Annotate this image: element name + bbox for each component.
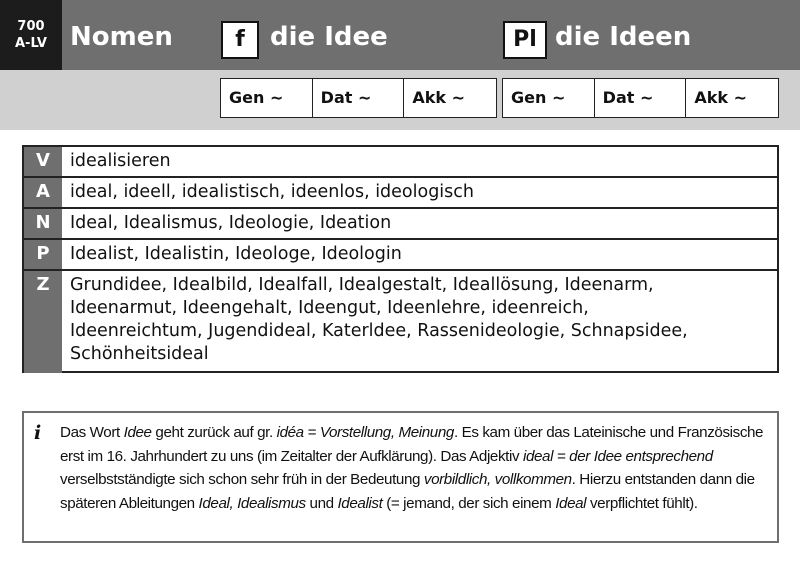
word-family-row-noun: [24, 209, 777, 240]
word-family-table: [22, 145, 779, 373]
case-genitive-plural: Gen ~: [503, 79, 595, 117]
note-text: . Es kam über das Lateinische und Französische erst im 16. Jahrhundert zu uns (im Zeitalter der Aufklärung). Das Adjektiv: [60, 424, 764, 465]
emphasized-term: vorbildlich, vollkommen: [423, 471, 572, 488]
note-text: geht zurück auf gr.: [151, 424, 277, 441]
case-dative: Dat ~: [313, 79, 405, 117]
note-text: Das Wort: [60, 424, 124, 441]
emphasized-term: Ideal, Idealismus: [198, 494, 306, 512]
info-icon: i: [34, 422, 42, 444]
row-words: idealisieren: [70, 151, 171, 171]
row-words: Idealist, Idealistin, Ideologe, Ideologin: [70, 244, 402, 264]
row-words: Ideal, Idealismus, Ideologie, Ideation: [70, 213, 392, 233]
word-family-row-adjective: [24, 178, 777, 209]
note-text: und: [305, 494, 338, 512]
plural-form: die Ideen: [555, 22, 692, 52]
singular-form: die Idee: [270, 22, 388, 52]
emphasized-term: idéa = Vorstellung, Meinung: [276, 424, 454, 441]
case-accusative: Akk ~: [412, 88, 465, 107]
word-family-row-person: [24, 240, 777, 271]
case-table-plural: [502, 78, 779, 118]
entry-number: 700: [17, 19, 45, 34]
case-genitive: Gen ~: [221, 79, 313, 117]
word-family-row-verb: [24, 147, 777, 178]
case-table-singular: [220, 78, 497, 118]
etymology-text: [60, 421, 772, 515]
plural-marker: Pl: [503, 21, 547, 59]
entry-level: A-LV: [14, 36, 47, 51]
row-letter: V: [24, 147, 62, 176]
row-words: ideal, ideell, idealistisch, ideenlos, ideologisch: [70, 182, 475, 202]
emphasized-term: ideal = der Idee entsprechend: [522, 447, 713, 465]
row-letter: Z: [24, 271, 62, 373]
gender-marker: f: [221, 21, 259, 59]
emphasized-term: Ideal: [555, 494, 587, 512]
row-letter: N: [24, 209, 62, 238]
emphasized-term: Idee: [123, 424, 152, 441]
note-text: verselbstständigte sich schon sehr früh in der Bedeutung: [60, 471, 424, 488]
case-dative-plural: Dat ~: [595, 79, 687, 117]
etymology-note: [22, 411, 779, 543]
row-letter: A: [24, 178, 62, 207]
word-category: Nomen: [70, 22, 173, 52]
word-family-row-compound: [24, 271, 777, 373]
case-accusative-plural: Akk ~: [694, 88, 747, 107]
note-text: (= jemand, der sich einem: [382, 494, 556, 512]
row-words: Grundidee, Idealbild, Idealfall, Idealgestalt, Ideallösung, Ideenarm, Ideenarmut, Ideengehalt, Ideengut, Ideenlehre, ideenreich, Ideenreichtum, Jugendideal, Katerldee, Rassenideologie, Schnapsidee, Schönheitsideal: [70, 275, 688, 364]
note-text: . Hierzu entstanden dann die späteren Ableitungen: [60, 471, 755, 512]
note-text: verpflichtet fühlt).: [586, 494, 698, 512]
entry-code: [0, 0, 62, 70]
row-letter: P: [24, 240, 62, 269]
emphasized-term: Idealist: [337, 494, 383, 512]
